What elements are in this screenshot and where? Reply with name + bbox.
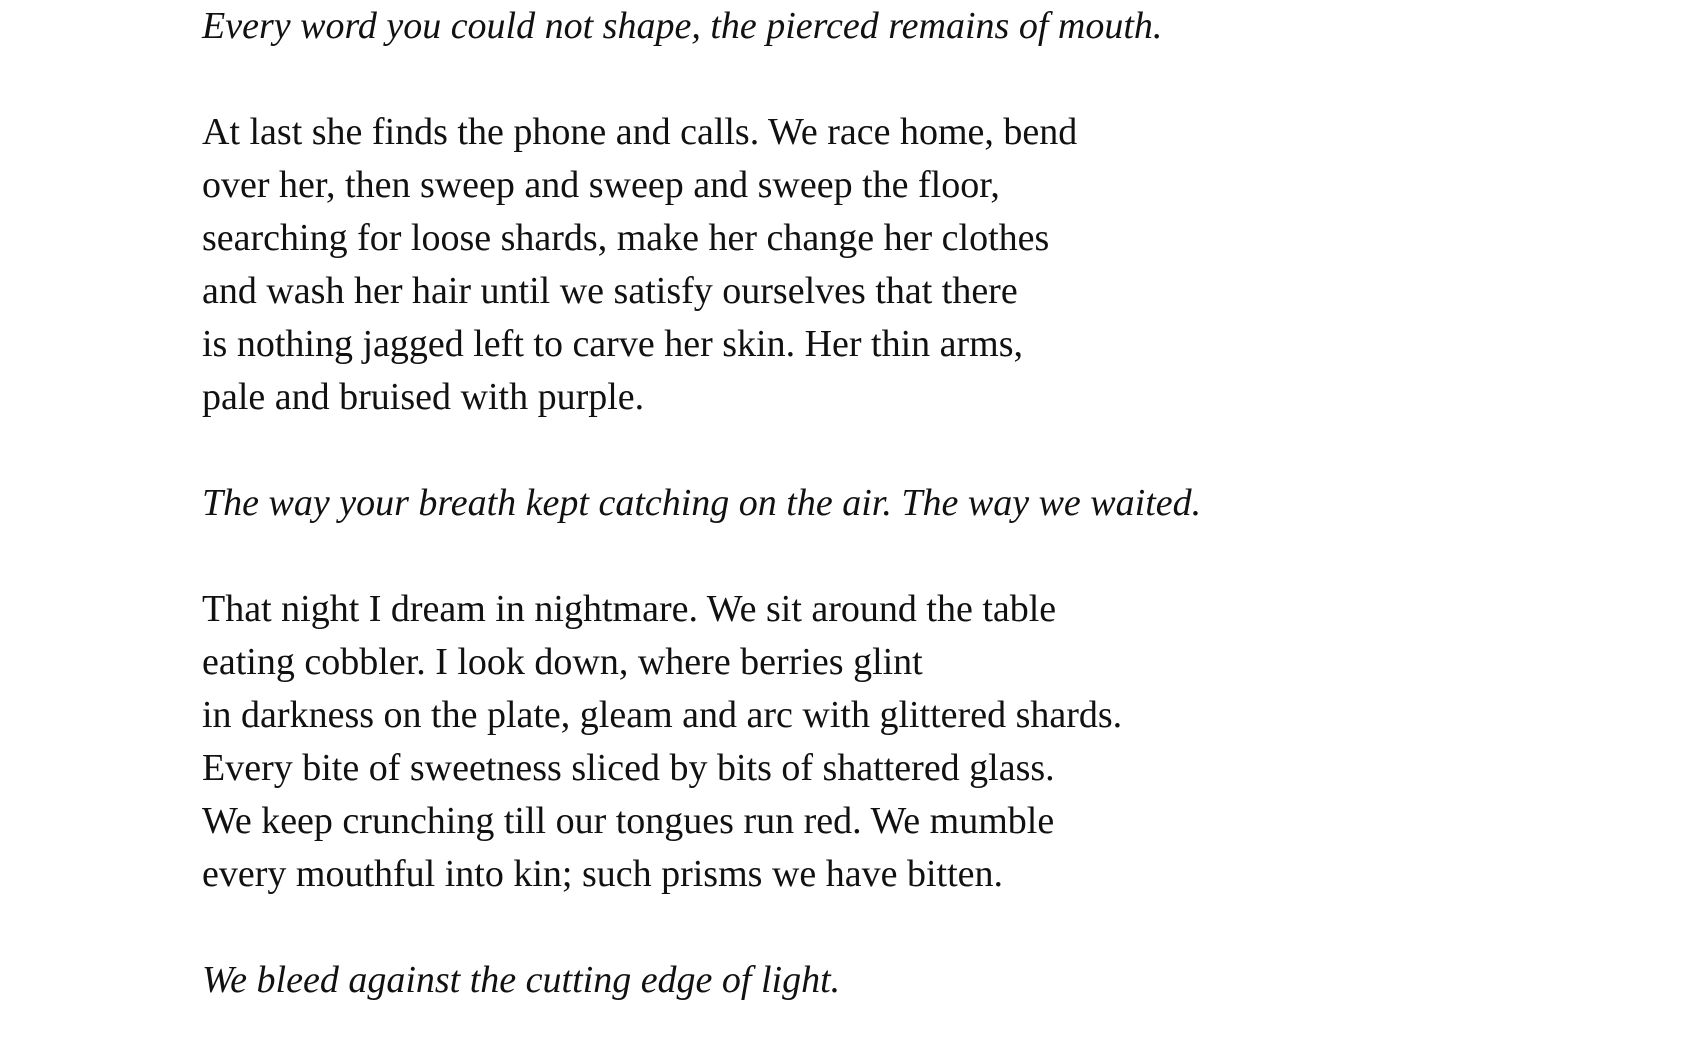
poem-line: That night I dream in nightmare. We sit around the table — [202, 588, 1057, 630]
poem-body — [202, 0, 1502, 1007]
poem-line: is nothing jagged left to carve her skin. Her thin arms, — [202, 323, 1024, 365]
refrain-line: We bleed against the cutting edge of light. — [202, 959, 841, 1001]
poem-line: in darkness on the plate, gleam and arc with glittered shards. — [202, 694, 1123, 736]
stanza-gap — [202, 424, 1502, 477]
poem-line: eating cobbler. I look down, where berries glint — [202, 641, 923, 683]
poem-line: pale and bruised with purple. — [202, 376, 645, 418]
stanza-1 — [202, 106, 1502, 424]
stanza-gap — [202, 530, 1502, 583]
poem-line: Every bite of sweetness sliced by bits of shattered glass. — [202, 747, 1055, 789]
poem-line: every mouthful into kin; such prisms we have bitten. — [202, 853, 1004, 895]
stanza-2 — [202, 583, 1502, 901]
stanza-gap — [202, 53, 1502, 106]
poem-line: and wash her hair until we satisfy ourselves that there — [202, 270, 1018, 312]
poem-line: over her, then sweep and sweep and sweep the floor, — [202, 164, 1000, 206]
refrain-line: Every word you could not shape, the pierced remains of mouth. — [202, 5, 1163, 47]
poem-line: We keep crunching till our tongues run red. We mumble — [202, 800, 1055, 842]
poem-line: searching for loose shards, make her change her clothes — [202, 217, 1050, 259]
stanza-gap — [202, 901, 1502, 954]
refrain-line: The way your breath kept catching on the air. The way we waited. — [202, 482, 1202, 524]
poem-line: At last she finds the phone and calls. We race home, bend — [202, 111, 1078, 153]
